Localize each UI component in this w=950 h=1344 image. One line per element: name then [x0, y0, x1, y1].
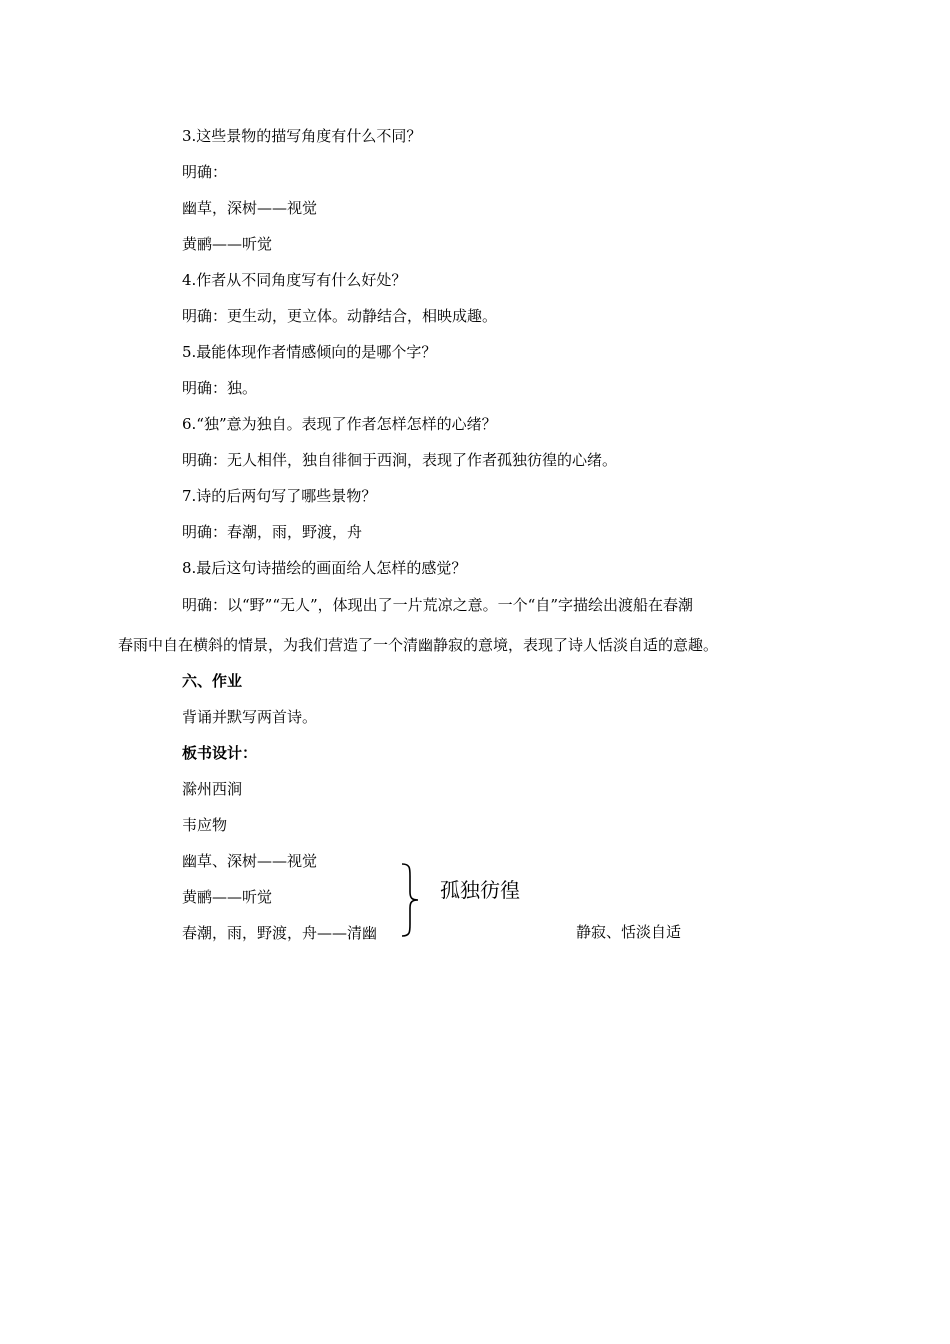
answer-line: 幽草，深树——视觉: [182, 199, 318, 217]
board-heading: 板书设计：: [182, 744, 258, 762]
answer-line: 明确：独。: [182, 379, 258, 397]
question-4: 4.作者从不同角度写有什么好处？: [182, 271, 407, 289]
curly-brace-icon: [400, 862, 420, 938]
board-item: 幽草、深树——视觉: [182, 852, 318, 870]
board-item: 春潮，雨，野渡，舟——清幽: [182, 924, 378, 942]
final-answer-line-2: 春雨中自在横斜的情景，为我们营造了一个清幽静寂的意境，表现了诗人恬淡自适的意趣。: [118, 636, 719, 654]
homework-heading: 六、作业: [182, 672, 243, 690]
board-note: 静寂、恬淡自适: [576, 923, 682, 941]
final-answer-line-1: 明确：以“野”“无人”，体现出了一片荒凉之意。一个“自”字描绘出渡船在春潮: [182, 596, 694, 614]
question-6: 6.“独”意为独自。表现了作者怎样怎样的心绪？: [182, 415, 497, 433]
answer-line: 明确：更生动，更立体。动静结合，相映成趣。: [182, 307, 498, 325]
board-item: 黄鹂——听觉: [182, 888, 273, 906]
answer-line: 黄鹂——听觉: [182, 235, 273, 253]
question-3: 3.这些景物的描写角度有什么不同？: [182, 127, 422, 145]
answer-line: 明确：无人相伴，独自徘徊于西涧，表现了作者孤独彷徨的心绪。: [182, 451, 618, 469]
board-title: 滁州西涧: [182, 780, 243, 798]
board-summary: 孤独彷徨: [440, 878, 520, 902]
question-8: 8.最后这句诗描绘的画面给人怎样的感觉？: [182, 559, 467, 577]
board-author: 韦应物: [182, 816, 228, 834]
answer-line: 明确：春潮，雨，野渡，舟: [182, 523, 363, 541]
question-5: 5.最能体现作者情感倾向的是哪个字？: [182, 343, 437, 361]
homework-text: 背诵并默写两首诗。: [182, 708, 318, 726]
answer-label: 明确：: [182, 163, 228, 181]
question-7: 7.诗的后两句写了哪些景物？: [182, 487, 377, 505]
